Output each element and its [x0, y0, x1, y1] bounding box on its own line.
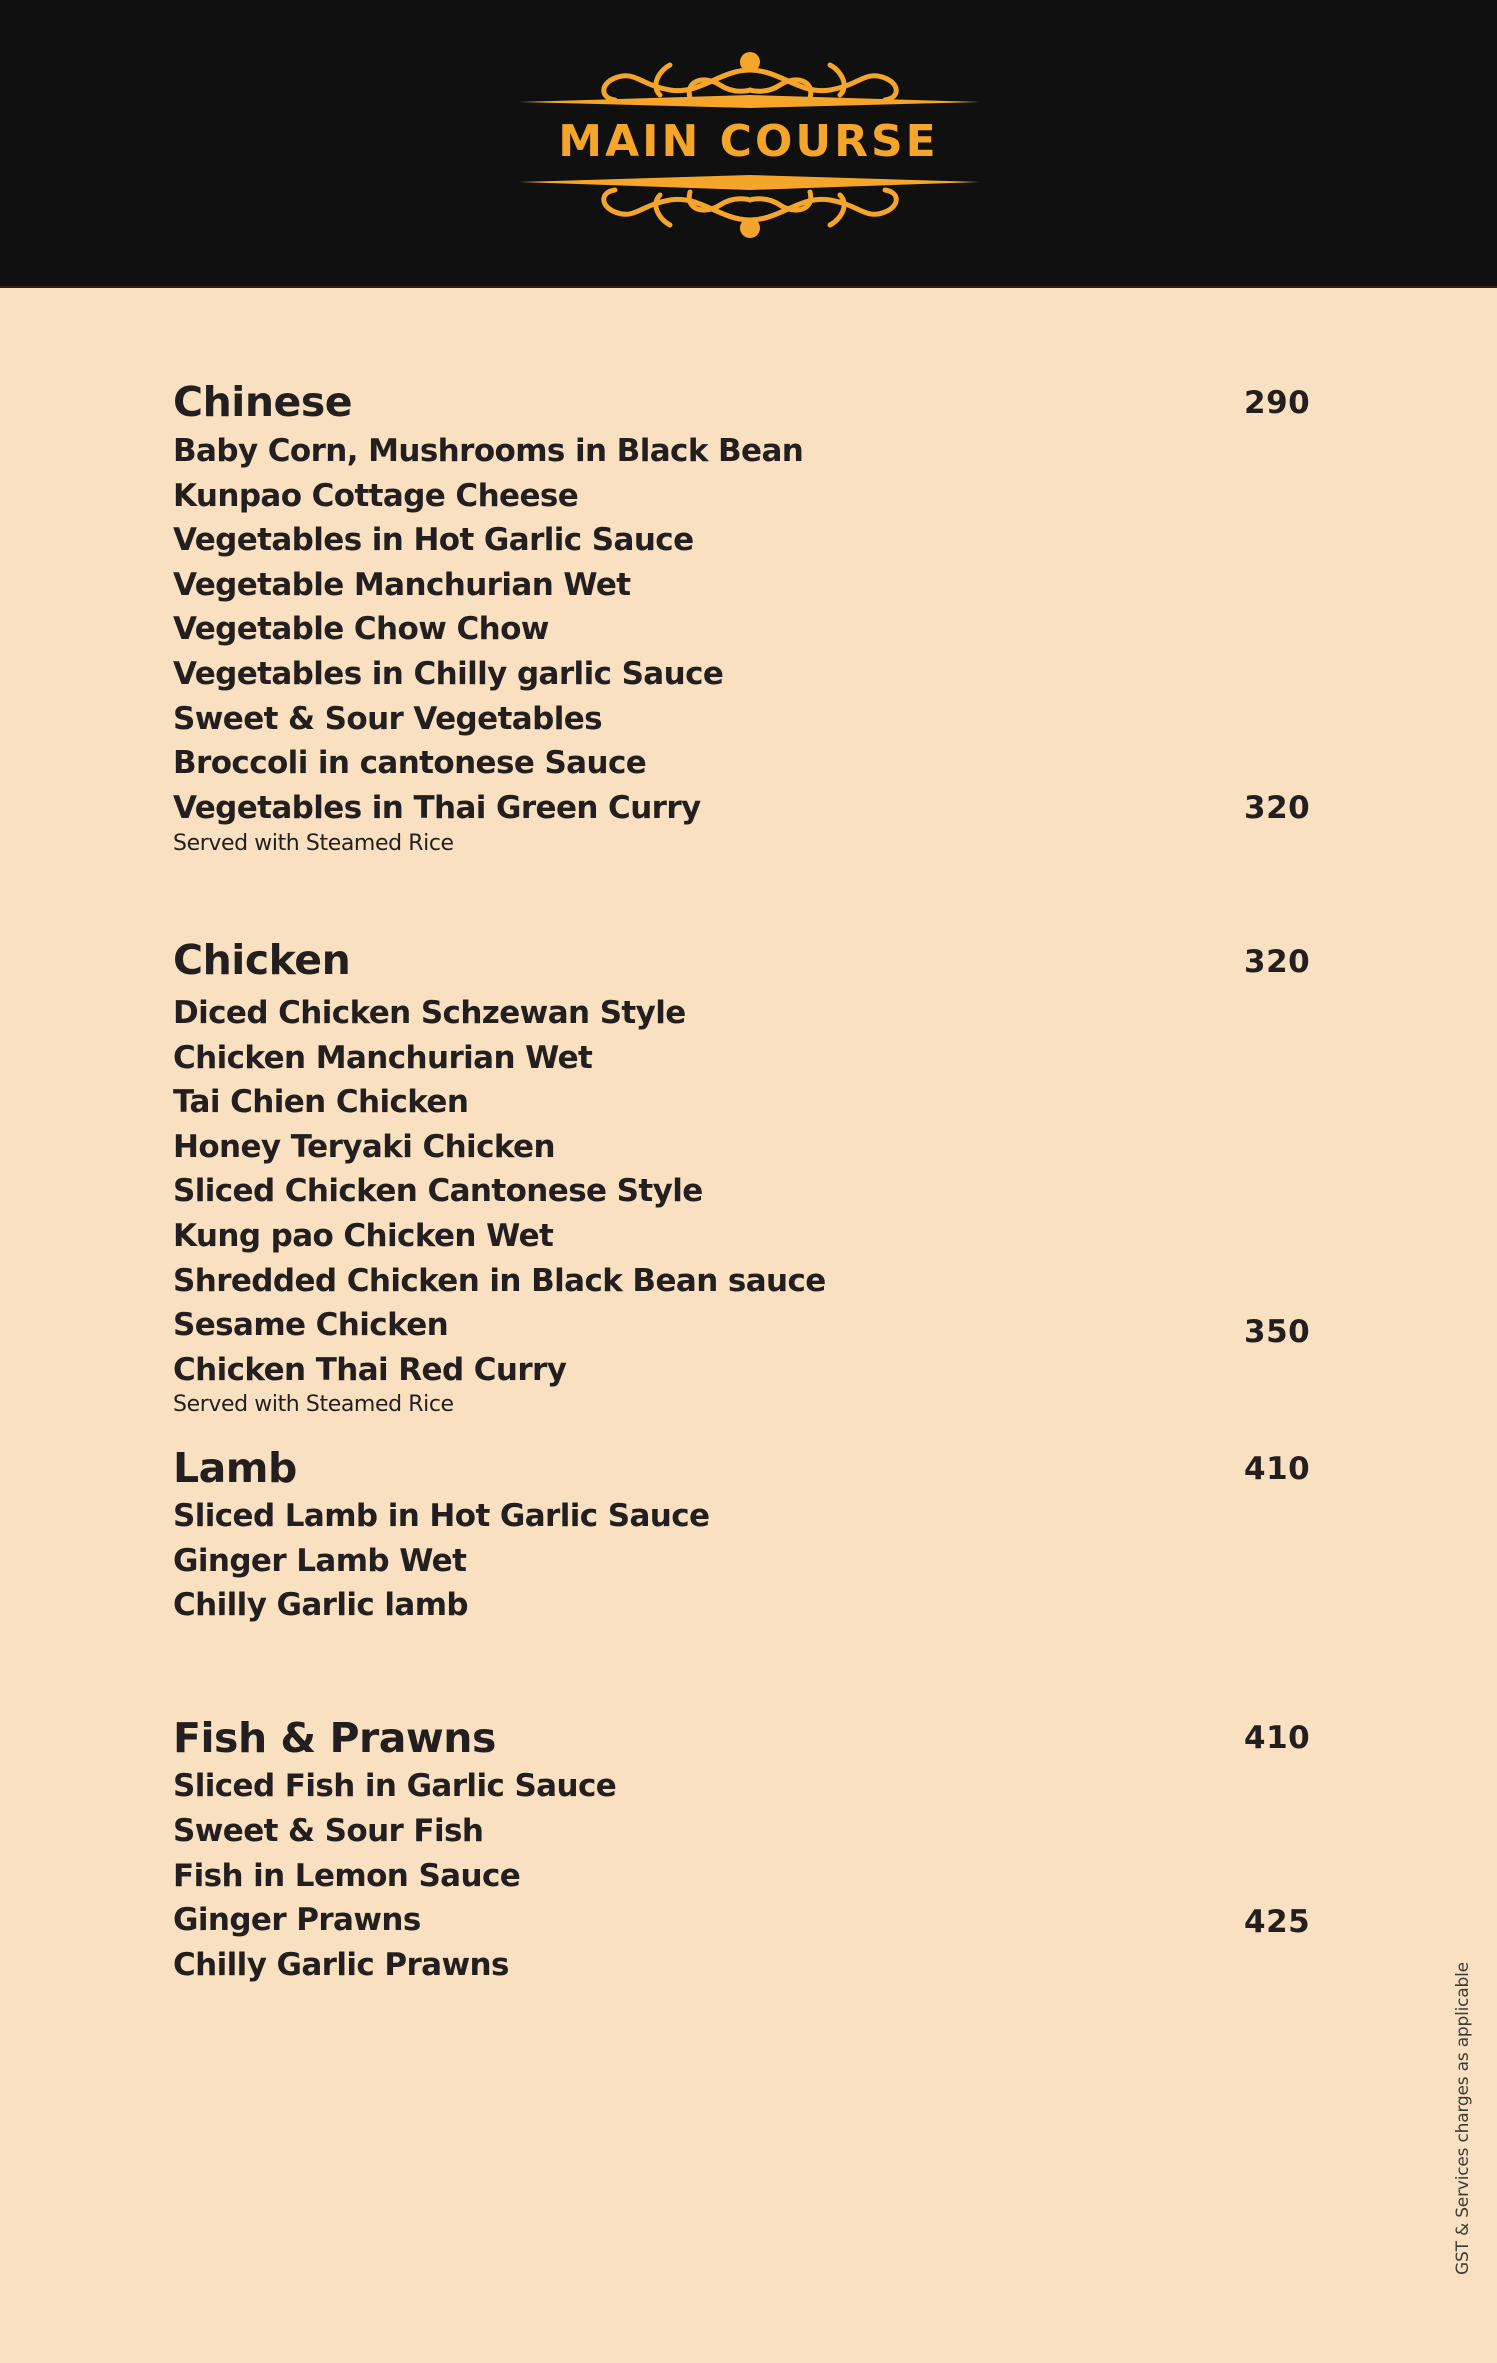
- menu-item: Honey Teryaki Chicken: [173, 1129, 555, 1165]
- price: 350: [1244, 1314, 1311, 1350]
- section-heading: Fish & Prawns: [173, 1714, 496, 1762]
- section-heading: Chinese: [173, 378, 353, 426]
- header-banner: [0, 0, 1497, 288]
- price: 425: [1244, 1904, 1311, 1940]
- menu-item: Chicken Thai Red Curry: [173, 1352, 567, 1388]
- menu-item: Ginger Lamb Wet: [173, 1543, 467, 1579]
- menu-item: Sweet & Sour Fish: [173, 1813, 484, 1849]
- menu-item: Sliced Lamb in Hot Garlic Sauce: [173, 1498, 710, 1534]
- menu-item: Chilly Garlic lamb: [173, 1587, 469, 1623]
- menu-item: Vegetable Manchurian Wet: [173, 567, 631, 603]
- menu-item: Fish in Lemon Sauce: [173, 1858, 521, 1894]
- menu-item: Sweet & Sour Vegetables: [173, 701, 602, 737]
- price: 410: [1244, 1451, 1311, 1487]
- menu-item: Shredded Chicken in Black Bean sauce: [173, 1263, 826, 1299]
- price: 290: [1244, 385, 1311, 421]
- menu-item: Kung pao Chicken Wet: [173, 1218, 554, 1254]
- menu-item: Kunpao Cottage Cheese: [173, 478, 579, 514]
- menu-item: Sliced Fish in Garlic Sauce: [173, 1768, 617, 1804]
- section-heading: Lamb: [173, 1444, 297, 1492]
- section-heading: Chicken: [173, 936, 351, 984]
- menu-item: Chicken Manchurian Wet: [173, 1040, 593, 1076]
- menu-item: Sesame Chicken: [173, 1307, 449, 1343]
- menu-item: Ginger Prawns: [173, 1902, 421, 1938]
- menu-item: Broccoli in cantonese Sauce: [173, 745, 647, 781]
- serving-note: Served with Steamed Rice: [173, 1392, 454, 1417]
- menu-item: Tai Chien Chicken: [173, 1084, 469, 1120]
- price: 320: [1244, 944, 1311, 980]
- price: 410: [1244, 1720, 1311, 1756]
- menu-item: Vegetables in Hot Garlic Sauce: [173, 522, 694, 558]
- menu-item: Baby Corn, Mushrooms in Black Bean: [173, 433, 804, 469]
- menu-item: Vegetables in Chilly garlic Sauce: [173, 656, 724, 692]
- menu-item: Sliced Chicken Cantonese Style: [173, 1173, 703, 1209]
- menu-item: Chilly Garlic Prawns: [173, 1947, 509, 1983]
- page-title: MAIN COURSE: [558, 116, 939, 167]
- menu-item: Vegetable Chow Chow: [173, 611, 549, 647]
- price: 320: [1244, 790, 1311, 826]
- tax-footnote: GST & Services charges as applicable: [1453, 1962, 1473, 2275]
- menu-item: Diced Chicken Schzewan Style: [173, 995, 686, 1031]
- serving-note: Served with Steamed Rice: [173, 831, 454, 856]
- menu-item: Vegetables in Thai Green Curry: [173, 790, 701, 826]
